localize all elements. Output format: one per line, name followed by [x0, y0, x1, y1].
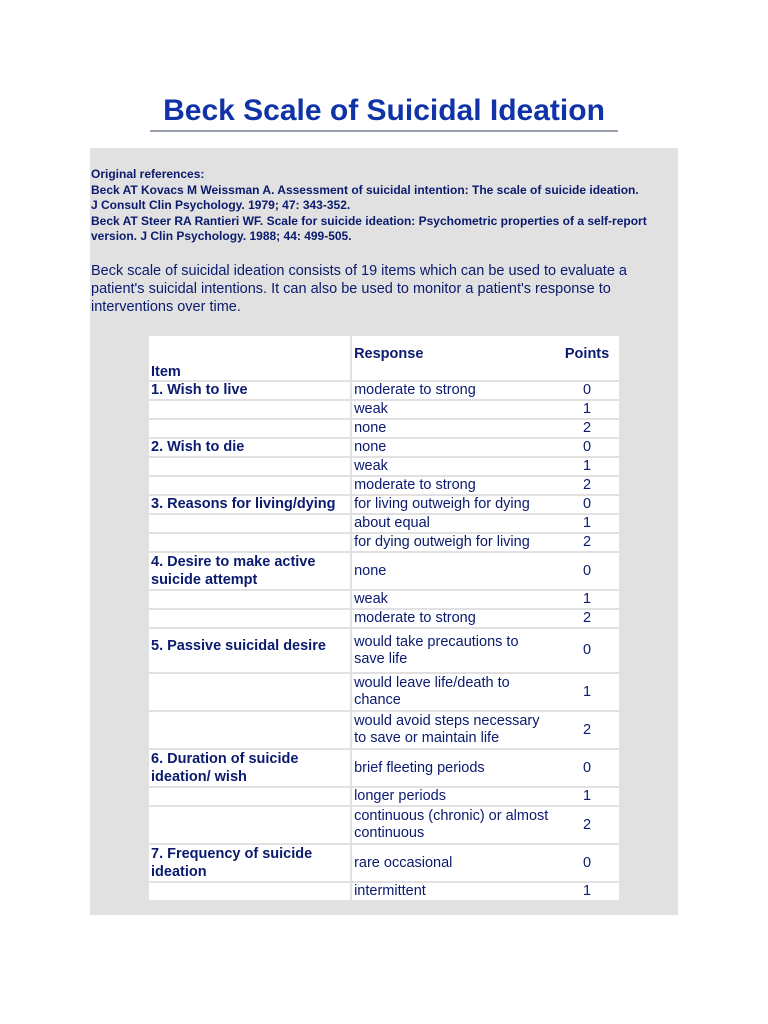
points-cell: 1: [555, 674, 619, 710]
table-row: [149, 401, 619, 418]
points-cell: 0: [555, 496, 619, 513]
content-panel: [90, 148, 678, 915]
table-row: [149, 515, 619, 532]
table-row: [149, 496, 619, 513]
response-cell: rare occasional: [352, 845, 555, 881]
response-cell: longer periods: [352, 788, 555, 805]
table-row: [149, 382, 619, 399]
response-cell: none: [352, 439, 555, 456]
points-cell: 2: [555, 712, 619, 748]
table-row: [149, 674, 619, 710]
table-row: [149, 788, 619, 805]
response-cell: about equal: [352, 515, 555, 532]
response-cell: moderate to strong: [352, 477, 555, 494]
points-cell: 1: [555, 788, 619, 805]
header-item: Item: [149, 336, 352, 380]
points-cell: 1: [555, 591, 619, 608]
header-response: Response: [352, 336, 555, 380]
table-row: [149, 807, 619, 843]
response-cell: none: [352, 420, 555, 437]
table-row: [149, 629, 619, 672]
reference-1-line-2: J Consult Clin Psychology. 1979; 47: 343-352.: [91, 198, 351, 213]
table-row: [149, 477, 619, 494]
item-label: [149, 401, 352, 418]
points-cell: 0: [555, 845, 619, 881]
item-label: [149, 883, 352, 900]
points-cell: 0: [555, 439, 619, 456]
item-label: [149, 712, 352, 748]
table-row: [149, 883, 619, 900]
response-cell: would avoid steps necessary to save or maintain life: [352, 712, 555, 748]
points-cell: 2: [555, 534, 619, 551]
item-label: [149, 534, 352, 551]
points-cell: 2: [555, 610, 619, 627]
points-cell: 1: [555, 515, 619, 532]
points-cell: 2: [555, 420, 619, 437]
reference-1-line-1: Beck AT Kovacs M Weissman A. Assessment of suicidal intention: The scale of suicide ideation.: [91, 182, 639, 197]
response-cell: none: [352, 553, 555, 589]
table-row: [149, 591, 619, 608]
reference-2-line-1: Beck AT Steer RA Rantieri WF. Scale for suicide ideation: Psychometric properties of a self-report: [91, 213, 647, 228]
response-cell: would take precautions to save life: [352, 629, 555, 672]
item-label: 4. Desire to make active suicide attempt: [149, 553, 352, 589]
points-cell: 1: [555, 401, 619, 418]
points-cell: 2: [555, 477, 619, 494]
item-label: 3. Reasons for living/dying: [149, 496, 352, 513]
response-cell: for dying outweigh for living: [352, 534, 555, 551]
scale-table: [149, 334, 619, 902]
points-cell: 1: [555, 458, 619, 475]
item-label: [149, 477, 352, 494]
item-label: [149, 458, 352, 475]
item-label: 5. Passive suicidal desire: [149, 629, 352, 672]
response-cell: brief fleeting periods: [352, 750, 555, 786]
response-cell: weak: [352, 401, 555, 418]
response-cell: weak: [352, 458, 555, 475]
table-row: [149, 610, 619, 627]
table-row: [149, 750, 619, 786]
item-label: [149, 591, 352, 608]
table-row: [149, 553, 619, 589]
table-row: [149, 534, 619, 551]
item-label: 2. Wish to die: [149, 439, 352, 456]
reference-2-line-2: version. J Clin Psychology. 1988; 44: 499-505.: [91, 229, 352, 244]
item-label: 6. Duration of suicide ideation/ wish: [149, 750, 352, 786]
response-cell: would leave life/death to chance: [352, 674, 555, 710]
header-points: Points: [555, 336, 619, 380]
item-label: [149, 610, 352, 627]
points-cell: 0: [555, 629, 619, 672]
response-cell: intermittent: [352, 883, 555, 900]
points-cell: 1: [555, 883, 619, 900]
references-heading: Original references:: [91, 167, 205, 181]
table-row: [149, 439, 619, 456]
response-cell: continuous (chronic) or almost continuous: [352, 807, 555, 843]
points-cell: 0: [555, 750, 619, 786]
response-cell: weak: [352, 591, 555, 608]
table-row: [149, 845, 619, 881]
item-label: 7. Frequency of suicide ideation: [149, 845, 352, 881]
item-label: [149, 788, 352, 805]
page-title: Beck Scale of Suicidal Ideation: [150, 92, 618, 132]
response-cell: moderate to strong: [352, 382, 555, 399]
points-cell: 0: [555, 553, 619, 589]
response-cell: moderate to strong: [352, 610, 555, 627]
item-label: [149, 420, 352, 437]
item-label: [149, 807, 352, 843]
points-cell: 2: [555, 807, 619, 843]
intro-paragraph: Beck scale of suicidal ideation consists of 19 items which can be used to evaluate a patient's suicidal intentions. It can also be used to monitor a patient's response to interventions over time.: [91, 263, 627, 315]
table-row: [149, 458, 619, 475]
points-cell: 0: [555, 382, 619, 399]
references-block: [91, 167, 678, 245]
response-cell: for living outweigh for dying: [352, 496, 555, 513]
table-header-row: [149, 336, 619, 380]
item-label: [149, 515, 352, 532]
table-row: [149, 712, 619, 748]
table-row: [149, 420, 619, 437]
item-label: 1. Wish to live: [149, 382, 352, 399]
item-label: [149, 674, 352, 710]
